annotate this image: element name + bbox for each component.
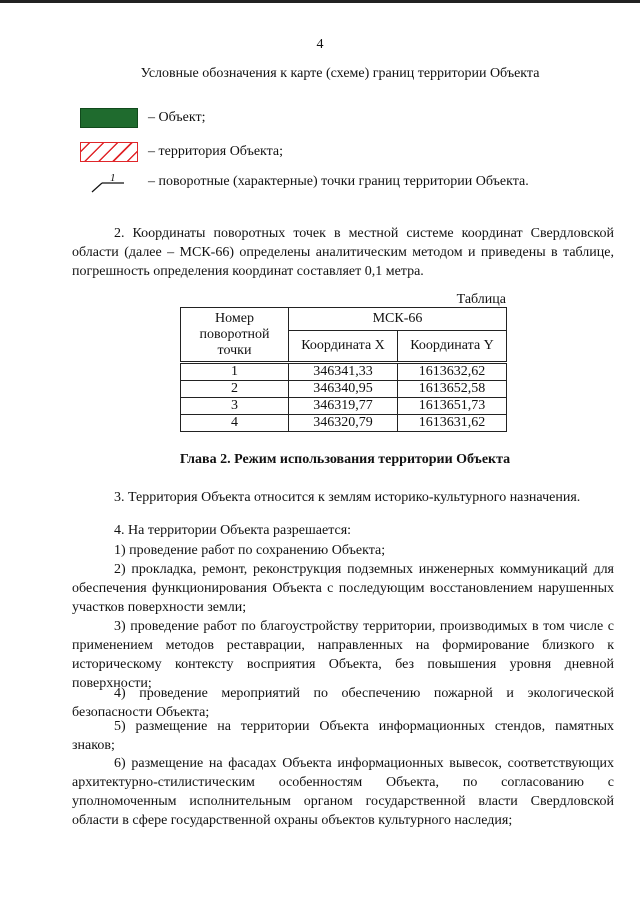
list-item-2: 2) прокладка, ремонт, реконструкция подземных инженерных коммуникаций для обеспечения функционирования Объекта с последующим восстановлением нарушенных участков поверхности земли; xyxy=(72,562,614,615)
legend-item-points xyxy=(80,172,529,192)
cell-x: 346320,79 xyxy=(289,415,398,432)
legend-label-territory: – территория Объекта; xyxy=(148,144,284,159)
list-item-4: 4) проведение мероприятий по обеспечению пожарной и экологической безопасности Объекта; xyxy=(72,686,614,720)
cell-point: 2 xyxy=(181,381,289,398)
table-row xyxy=(181,363,507,381)
header-x: Координата X xyxy=(289,331,398,363)
table-row xyxy=(181,415,507,432)
cell-point: 3 xyxy=(181,398,289,415)
cell-y: 1613652,58 xyxy=(398,381,507,398)
legend-item-territory xyxy=(80,142,283,162)
turning-point-symbol xyxy=(80,172,138,192)
table-header-row xyxy=(181,308,507,331)
page-number: 4 xyxy=(316,37,324,52)
cell-y: 1613631,62 xyxy=(398,415,507,432)
object-fill-symbol xyxy=(80,108,138,128)
list-item-1: 1) проведение работ по сохранению Объекта; xyxy=(114,543,386,558)
list-item-5: 5) размещение на территории Объекта информационных стендов, памятных знаков; xyxy=(72,719,614,753)
cell-point: 4 xyxy=(181,415,289,432)
cell-y: 1613632,62 xyxy=(398,363,507,381)
header-point-number: Номер поворотной точки xyxy=(181,308,289,363)
turning-point-marker: 1 xyxy=(110,172,116,184)
header-system: МСК-66 xyxy=(289,308,507,331)
table-row xyxy=(181,381,507,398)
legend-item-object xyxy=(80,108,205,128)
cell-x: 346341,33 xyxy=(289,363,398,381)
paragraph-2: 2. Координаты поворотных точек в местной системе координат Свердловской области (далее – МСК-66) определены аналитическим методом и приведены в таблице, погрешность определения координат составляет 0,1 метра. xyxy=(72,226,614,279)
cell-point: 1 xyxy=(181,363,289,381)
paragraph-4: 4. На территории Объекта разрешается: xyxy=(114,523,352,538)
cell-y: 1613651,73 xyxy=(398,398,507,415)
list-item-6: 6) размещение на фасадах Объекта информационных вывесок, соответствующих архитектурно-стилистическим особенностям Объекта, по согласованию с уполномоченным исполнительным органом государственной власти Свердловской области в сфере государственной охраны объектов культурного наследия; xyxy=(72,756,614,828)
turning-point-leader-icon xyxy=(80,172,138,194)
scan-top-edge xyxy=(0,0,640,3)
paragraph-3: 3. Территория Объекта относится к землям историко-культурного назначения. xyxy=(114,490,581,505)
legend-label-points: – поворотные (характерные) точки границ территории Объекта. xyxy=(148,174,529,189)
header-y: Координата Y xyxy=(398,331,507,363)
coordinates-table xyxy=(180,307,507,432)
chapter-title: Глава 2. Режим использования территории Объекта xyxy=(179,452,511,467)
table-row xyxy=(181,398,507,415)
cell-x: 346319,77 xyxy=(289,398,398,415)
legend-label-object: – Объект; xyxy=(148,110,206,125)
territory-hatch-symbol xyxy=(80,142,138,162)
list-item-3: 3) проведение работ по благоустройству территории, производимых в том числе с применением методов реставрации, направленных на формирование близкого к историческому контексту восприятия Объекта, без повышения уровня дневной поверхности; xyxy=(72,619,614,691)
cell-x: 346340,95 xyxy=(289,381,398,398)
table-caption: Таблица xyxy=(456,292,506,307)
legend-title: Условные обозначения к карте (схеме) границ территории Объекта xyxy=(140,66,540,81)
